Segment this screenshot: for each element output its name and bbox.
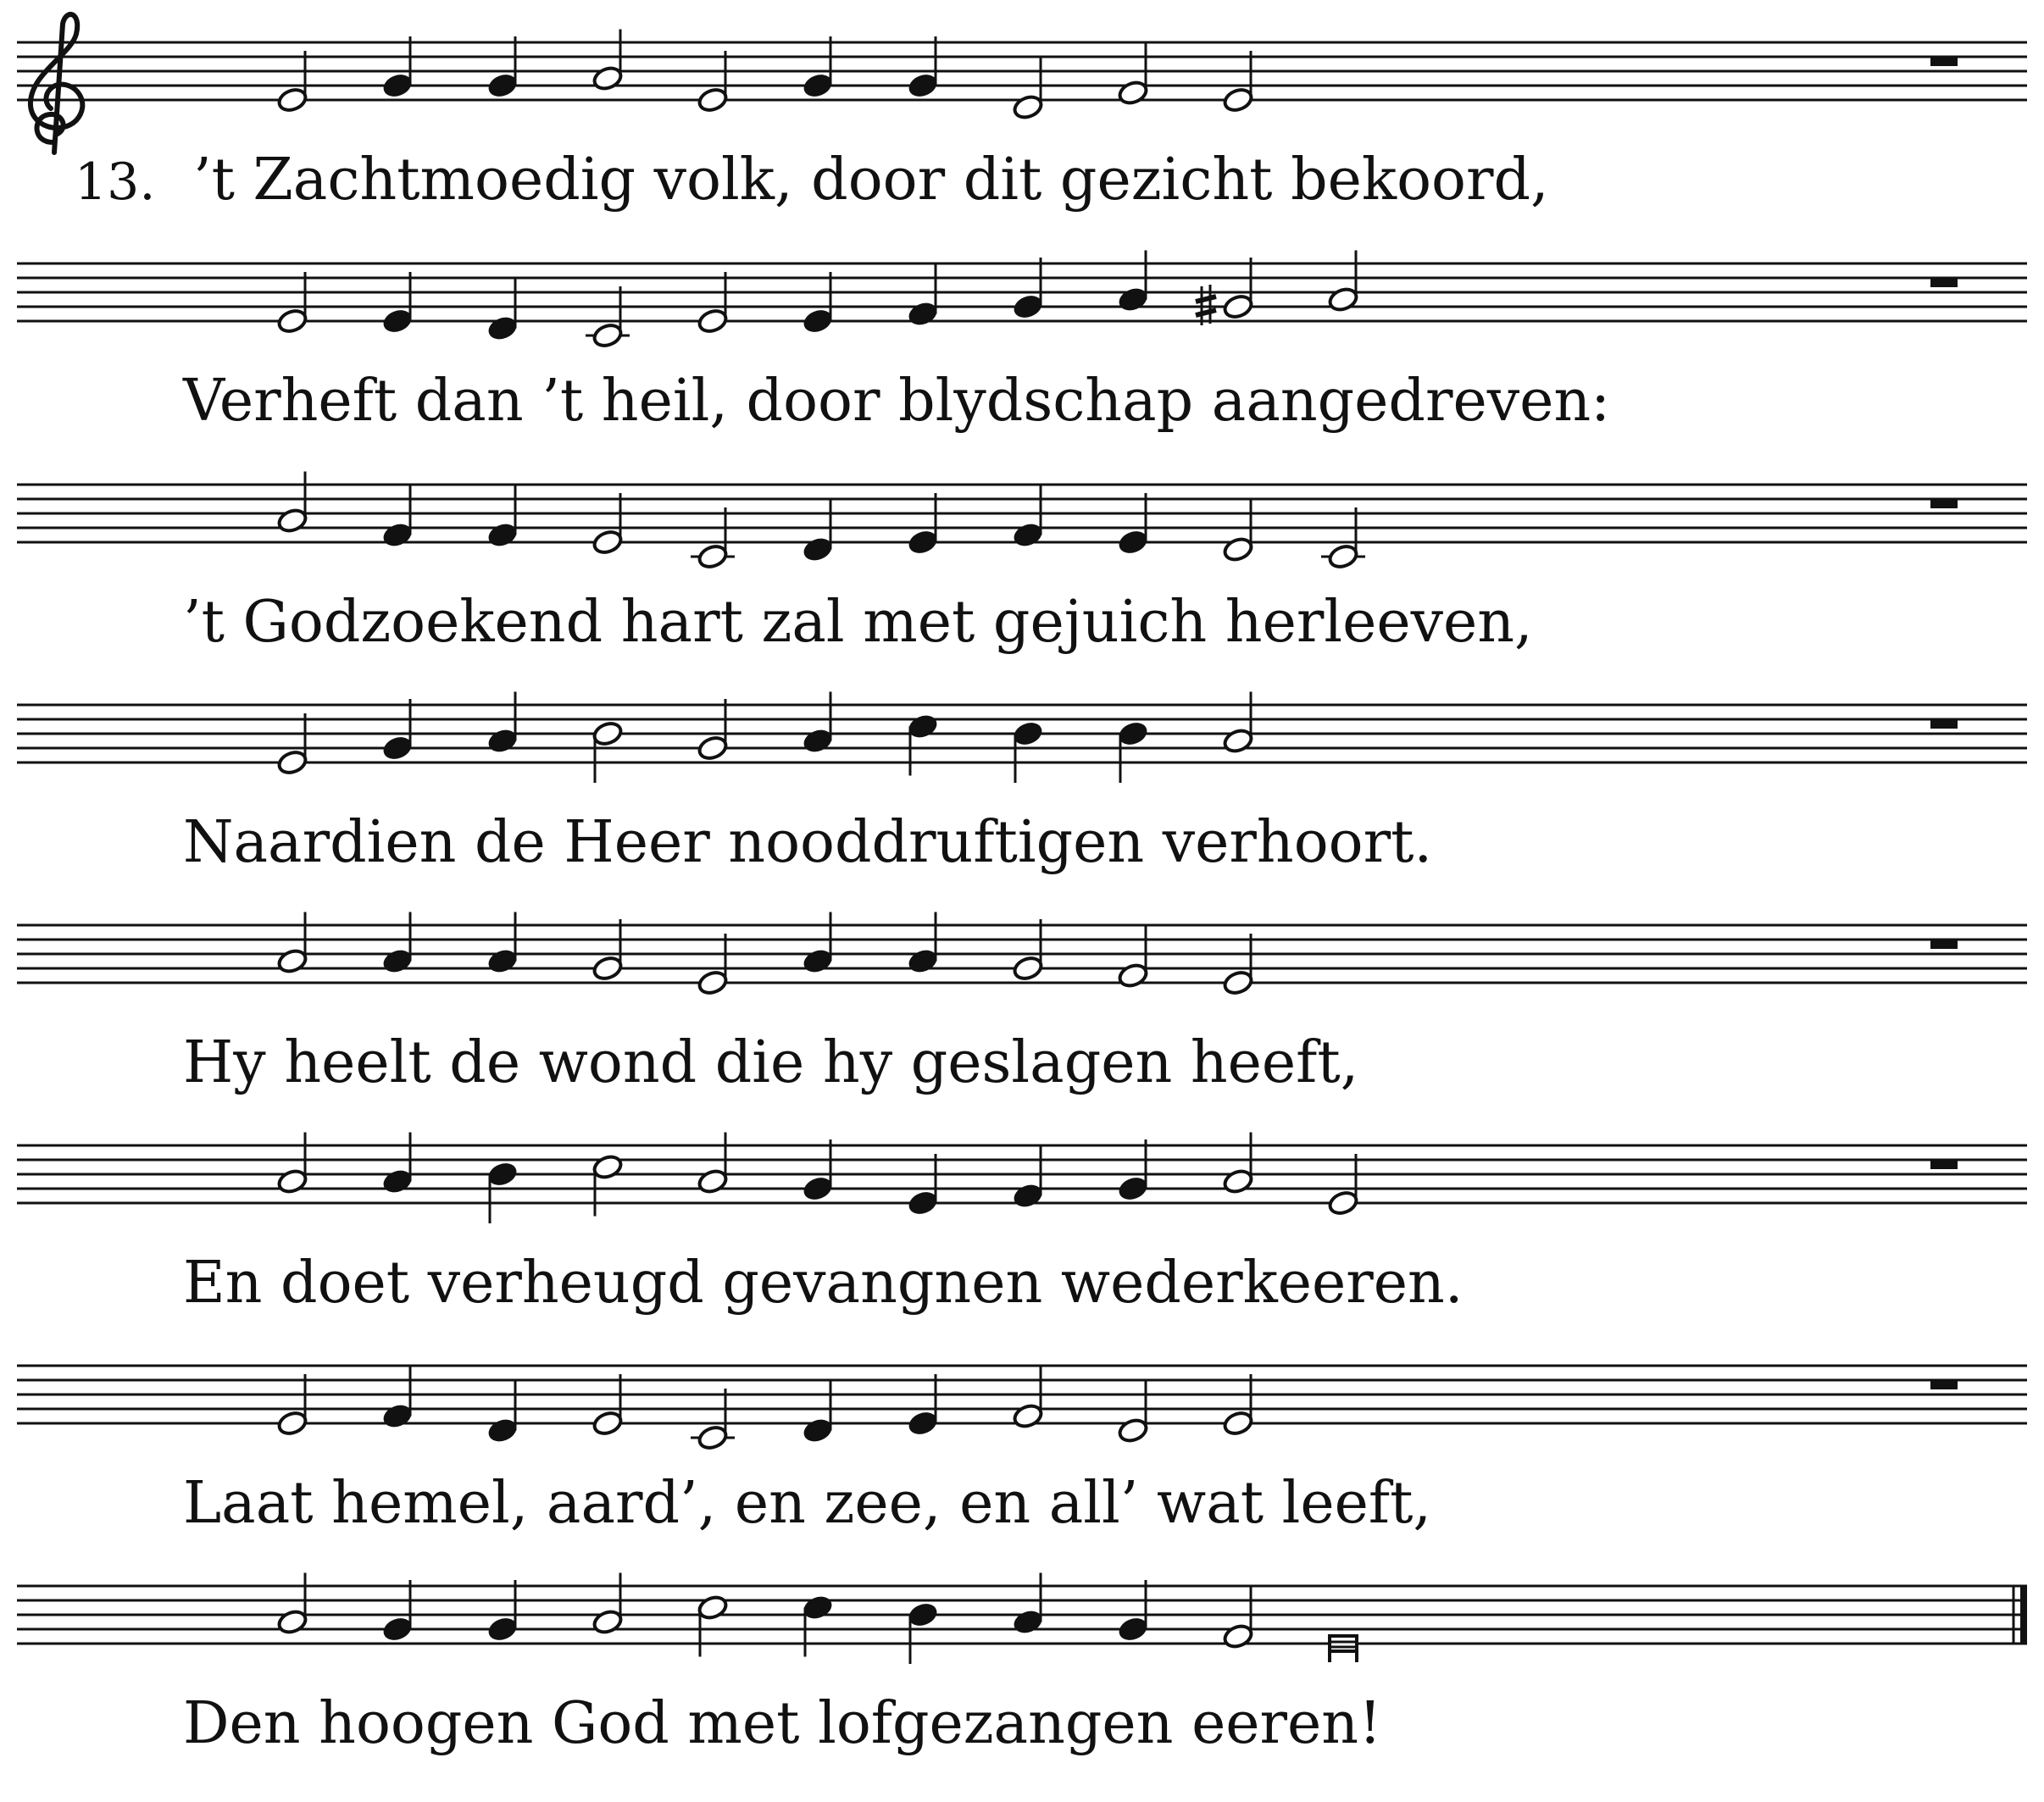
note [486,1580,519,1643]
note-row [276,251,1359,350]
half-note-head [1222,727,1254,754]
note [592,720,624,783]
note [1012,720,1044,783]
note [907,1374,939,1437]
treble-clef-icon [31,14,82,152]
quarter-note-head [1012,521,1044,548]
note [1222,1588,1254,1650]
quarter-note-head [802,72,834,99]
half-note-head [276,749,308,776]
staff-system [17,912,2027,1097]
note [1327,1154,1359,1217]
rest-icon [1930,1380,1958,1389]
half-note-head [592,529,624,556]
half-note-head [1117,79,1149,106]
note [276,1133,308,1195]
quarter-note-head [907,1189,939,1217]
staff-system [17,692,2027,877]
note [907,1154,939,1217]
half-note-head [1327,1189,1359,1217]
note [381,486,414,549]
note [1321,507,1365,570]
staff-system [17,14,2027,213]
verse-number: 13. [75,152,156,212]
note [1117,1382,1149,1444]
quarter-note-head [802,1594,834,1621]
quarter-note-head [486,947,519,974]
note [907,493,939,556]
note [1222,934,1254,996]
note [592,493,624,556]
note [691,507,735,570]
note [1117,493,1149,556]
quarter-note-head [486,314,519,341]
note [1117,44,1149,107]
half-note-head [697,735,729,762]
note [381,1133,414,1195]
rest-icon [1930,278,1958,287]
half-note-head [1222,535,1254,563]
note [592,1573,624,1636]
half-note-head [1327,543,1359,570]
note [1012,258,1044,320]
half-note-head [592,1410,624,1437]
quarter-note-head [907,300,939,327]
quarter-note-head [907,947,939,974]
note [486,692,519,755]
note [697,699,729,762]
quarter-note-head [802,727,834,754]
lyric-line: Hy heelt de wond die hy geslagen heeft, [183,1029,1359,1096]
staff-system [17,1133,2027,1317]
lyric-line: Laat hemel, aard’, en zee, en all’ wat leeft, [183,1470,1432,1537]
note [907,36,939,99]
note [486,912,519,975]
note [907,712,939,775]
staff-system [17,1573,2027,1758]
quarter-note-head [1012,1182,1044,1209]
half-note-head [1222,1622,1254,1650]
half-note-head [697,308,729,335]
half-note-head [697,86,729,114]
note [697,51,729,114]
quarter-note-head [907,712,939,740]
rest-icon [1930,57,1958,66]
note [691,1389,735,1451]
note [276,51,308,114]
note [1117,1580,1149,1643]
staff [17,42,2027,100]
note [1012,919,1044,982]
quarter-note-head [381,1616,414,1643]
half-note-head [1222,1410,1254,1437]
note [486,1382,519,1444]
half-note-head [1222,1167,1254,1195]
note [802,1594,834,1656]
half-note-head [1012,955,1044,982]
half-note-head [276,308,308,335]
note [592,1153,624,1216]
note [907,265,939,328]
note [802,1382,834,1444]
quarter-note-head [381,72,414,99]
note [381,36,414,99]
half-note-head [697,543,729,570]
note [276,1374,308,1437]
quarter-note-head [381,1402,414,1429]
half-note-head [592,64,624,91]
note [802,1139,834,1202]
note [381,699,414,762]
note [802,36,834,99]
note [586,286,630,349]
half-note-head [276,1410,308,1437]
note [381,912,414,975]
note [1012,1367,1044,1430]
lyric-line: Naardien de Heer nooddruftigen verhoort. [183,809,1433,876]
half-note-head [276,86,308,114]
quarter-note-head [381,521,414,548]
half-note-head [276,1608,308,1635]
half-note-head [697,1424,729,1451]
lyric-line: En doet verheugd gevangnen wederkeeren. [183,1250,1464,1317]
note [697,272,729,335]
final-note-head [1330,1636,1357,1651]
half-note-head [592,1608,624,1635]
note [697,1133,729,1195]
quarter-note-head [1117,1616,1149,1643]
half-note-head [697,1594,729,1621]
lyric-line: ’t Godzoekend hart zal met gejuich herleeven, [183,589,1533,656]
half-note-head [1327,286,1359,313]
half-note-head [1222,969,1254,996]
half-note-head [697,969,729,996]
note [802,912,834,975]
quarter-note-head [486,521,519,548]
quarter-note-head [381,947,414,974]
rest-icon [1930,1160,1958,1169]
sharp-stroke [1196,297,1216,302]
half-note-head [592,720,624,747]
note [1222,1133,1254,1195]
note [1117,1139,1149,1202]
quarter-note-head [486,727,519,754]
note [1012,1573,1044,1636]
note [592,919,624,982]
note [381,1580,414,1643]
quarter-note-head [486,72,519,99]
half-note-head [1012,93,1044,120]
note [1117,927,1149,990]
note [276,1573,308,1636]
half-note-head [697,1167,729,1195]
note [1222,51,1254,114]
quarter-note-head [486,1616,519,1643]
note [486,36,519,99]
quarter-note-head [1012,720,1044,747]
lyric-line: Den hoogen God met lofgezangen eeren! [183,1690,1382,1757]
half-note-head [276,1167,308,1195]
sharp-stroke [1196,310,1216,315]
half-note-head [276,947,308,974]
quarter-note-head [1117,720,1149,747]
note [276,272,308,335]
quarter-note-head [486,1417,519,1444]
quarter-note-head [907,1601,939,1628]
quarter-note-head [802,1417,834,1444]
quarter-note-head [1117,286,1149,313]
half-note-head [592,1153,624,1180]
note [592,1374,624,1437]
note [697,934,729,996]
rest-icon [1930,719,1958,729]
half-note-head [1222,86,1254,114]
quarter-note-head [802,308,834,335]
note [802,692,834,755]
sharp-icon [1196,285,1216,325]
quarter-note-head [1117,1175,1149,1202]
note [381,272,414,335]
quarter-note-head [802,947,834,974]
note [486,1161,519,1223]
note [1012,1147,1044,1210]
quarter-note-head [1012,293,1044,320]
quarter-note-head [907,72,939,99]
note [1222,692,1254,755]
note [1222,1374,1254,1437]
half-note-head [592,322,624,349]
note [276,472,308,535]
note [486,486,519,549]
quarter-note-head [1117,529,1149,556]
half-note-head [1117,962,1149,989]
note [486,280,519,342]
quarter-note-head [381,735,414,762]
note [1012,486,1044,549]
barline-thick [2020,1586,2027,1644]
quarter-note-head [486,1161,519,1188]
note [1012,58,1044,121]
quarter-note-head [381,308,414,335]
quarter-note-head [1012,1608,1044,1635]
half-note-head [592,955,624,982]
note [381,1367,414,1430]
half-note-head [1012,1402,1044,1429]
note [1222,501,1254,563]
note [907,1601,939,1664]
note [1117,720,1149,783]
lyric-line: ’t Zachtmoedig volk, door dit gezicht bekoord, [193,147,1549,213]
quarter-note-head [907,529,939,556]
rest-icon [1930,499,1958,508]
note [1330,1636,1357,1662]
note [802,501,834,563]
quarter-note-head [907,1410,939,1437]
quarter-note-head [381,1167,414,1195]
lyric-line: Verheft dan ’t heil, door blydschap aangedreven: [183,368,1611,435]
quarter-note-head [802,1175,834,1202]
rest-icon [1930,940,1958,949]
note [697,1594,729,1656]
note-row [276,472,1365,571]
quarter-note-head [802,535,834,563]
note [276,912,308,975]
note [592,30,624,92]
half-note-head [1117,1417,1149,1444]
note [276,713,308,776]
note [1117,251,1149,313]
half-note-head [1222,293,1254,320]
staff-system [17,472,2027,657]
note [802,272,834,335]
note [1327,251,1359,313]
note [907,912,939,975]
staff-system [17,1366,2027,1537]
half-note-head [276,507,308,534]
staff-system [17,251,2027,435]
